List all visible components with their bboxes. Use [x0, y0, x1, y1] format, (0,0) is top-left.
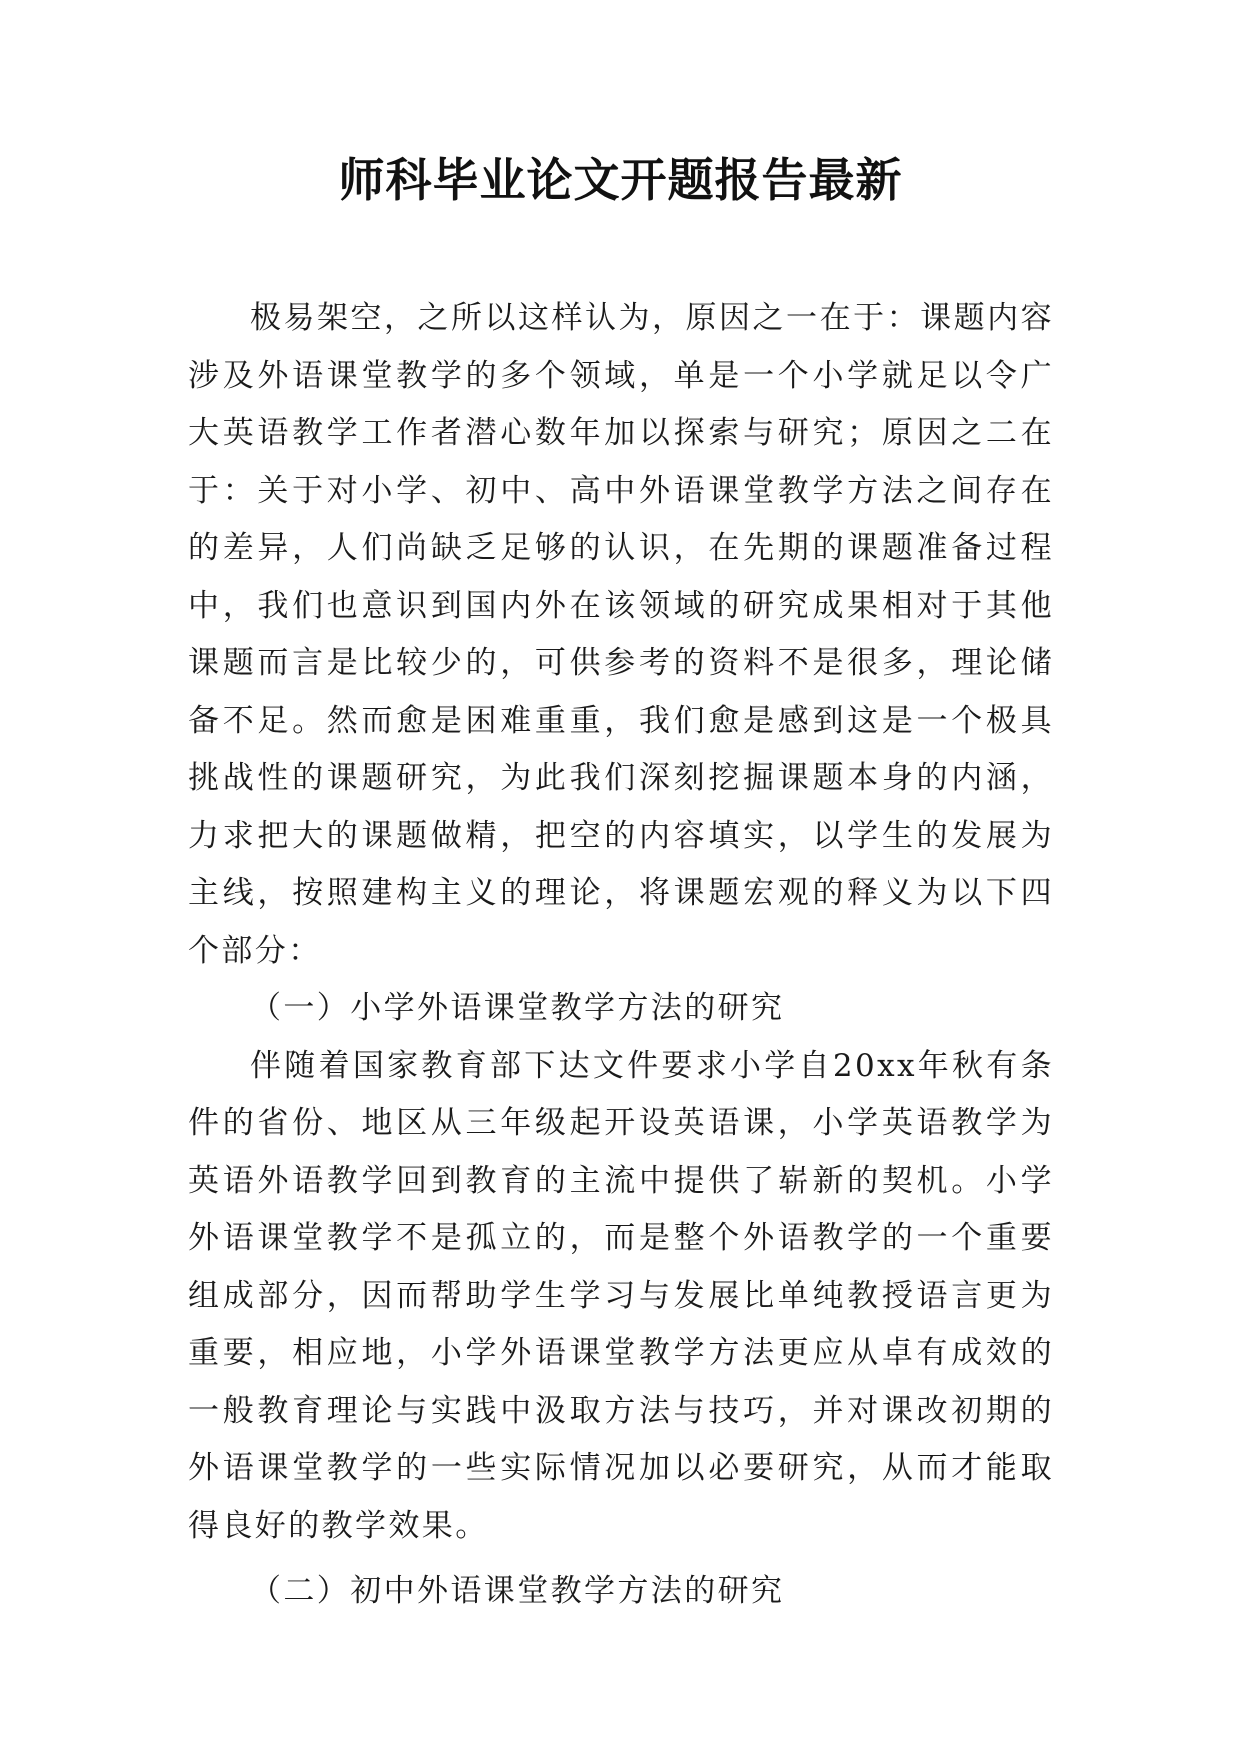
paragraph-primary-school: 伴随着国家教育部下达文件要求小学自20xx年秋有条件的省份、地区从三年级起开设英语课，小学英语教学为英语外语教学回到教育的主流中提供了崭新的契机。小学外语课堂教学不是孤立的，而是整个外语教学的一个重要组成部分，因而帮助学生学习与发展比单纯教授语言更为重要，相应地，小学外语课堂教学方法更应从卓有成效的一般教育理论与实践中汲取方法与技巧，并对课改初期的外语课堂教学的一些实际情况加以必要研究，从而才能取得良好的教学效果。	[188, 1047, 1054, 1544]
paragraph-intro: 极易架空，之所以这样认为，原因之一在于：课题内容涉及外语课堂教学的多个领域，单是一个小学就足以令广大英语教学工作者潜心数年加以探索与研究；原因之二在于：关于对小学、初中、高中外语课堂教学方法之间存在的差异，人们尚缺乏足够的认识，在先期的课题准备过程中，我们也意识到国内外在该领域的研究成果相对于其他课题而言是比较少的，可供参考的资料不是很多，理论储备不足。然而愈是困难重重，我们愈是感到这是一个极具挑战性的课题研究，为此我们深刻挖掘课题本身的内涵，力求把大的课题做精，把空的内容填实，以学生的发展为主线，按照建构主义的理论，将课题宏观的释义为以下四个部分：	[188, 300, 1054, 969]
document-body	[188, 290, 1054, 1621]
document-title: 师科毕业论文开题报告最新	[338, 153, 903, 207]
section-heading-primary-school: （一）小学外语课堂教学方法的研究	[250, 990, 785, 1026]
section-heading-junior-high: （二）初中外语课堂教学方法的研究	[250, 1573, 785, 1609]
